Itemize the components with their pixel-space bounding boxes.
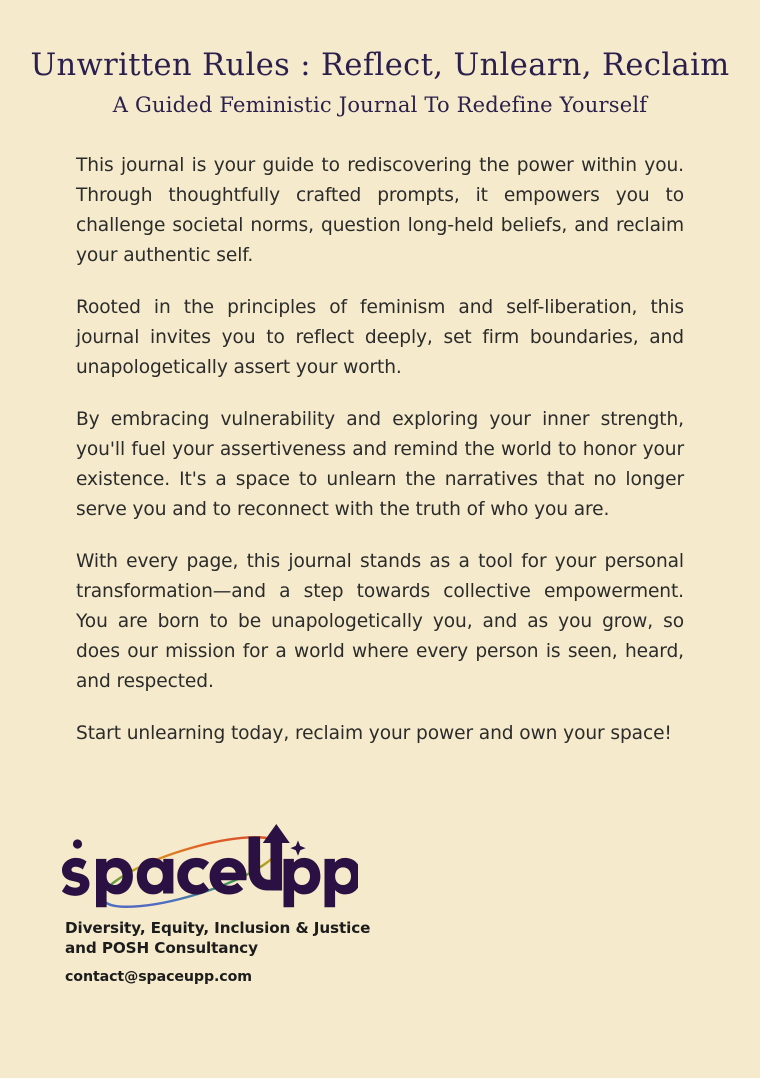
paragraph: Rooted in the principles of feminism and self-liberation, this journal invites you to reflect deeply, set firm boundaries, and unapologetically assert your worth. bbox=[76, 297, 684, 379]
logo-wordmark bbox=[62, 837, 358, 908]
page-title: Unwritten Rules : Reflect, Unlearn, Reclaim bbox=[30, 48, 730, 83]
paragraph: This journal is your guide to rediscovering the power within you. Through thoughtfully crafted prompts, it empowers you to challenge societal norms, question long-held beliefs, and reclaim your authentic self. bbox=[76, 155, 684, 267]
paragraph: Start unlearning today, reclaim your power and own your space! bbox=[76, 723, 672, 745]
logo-dot bbox=[73, 839, 82, 848]
tagline-line-1: Diversity, Equity, Inclusion & Justice bbox=[65, 919, 371, 937]
spaceupp-logo bbox=[58, 824, 358, 910]
paragraph: With every page, this journal stands as a tool for your personal transformation—and a step towards collective empowerment. You are born to be unapologetically you, and as you grow, so does our mission for a world where every person is seen, heard, and respected. bbox=[76, 551, 684, 693]
poster-header bbox=[0, 0, 760, 117]
paragraph: By embracing vulnerability and exploring your inner strength, you'll fuel your assertiveness and remind the world to honor your existence. It's a space to unlearn the narratives that no longer serve you and to reconnect with the truth of who you are. bbox=[76, 409, 684, 521]
contact-email[interactable]: contact@spaceupp.com bbox=[65, 969, 252, 985]
tagline-line-2: and POSH Consultancy bbox=[65, 939, 258, 957]
sparkle-icon bbox=[290, 841, 305, 856]
body-copy bbox=[0, 117, 760, 749]
page-subtitle: A Guided Feministic Journal To Redefine Yourself bbox=[112, 93, 648, 118]
company-tagline bbox=[58, 918, 698, 958]
poster-footer bbox=[58, 824, 698, 985]
logo-svg bbox=[58, 824, 358, 910]
